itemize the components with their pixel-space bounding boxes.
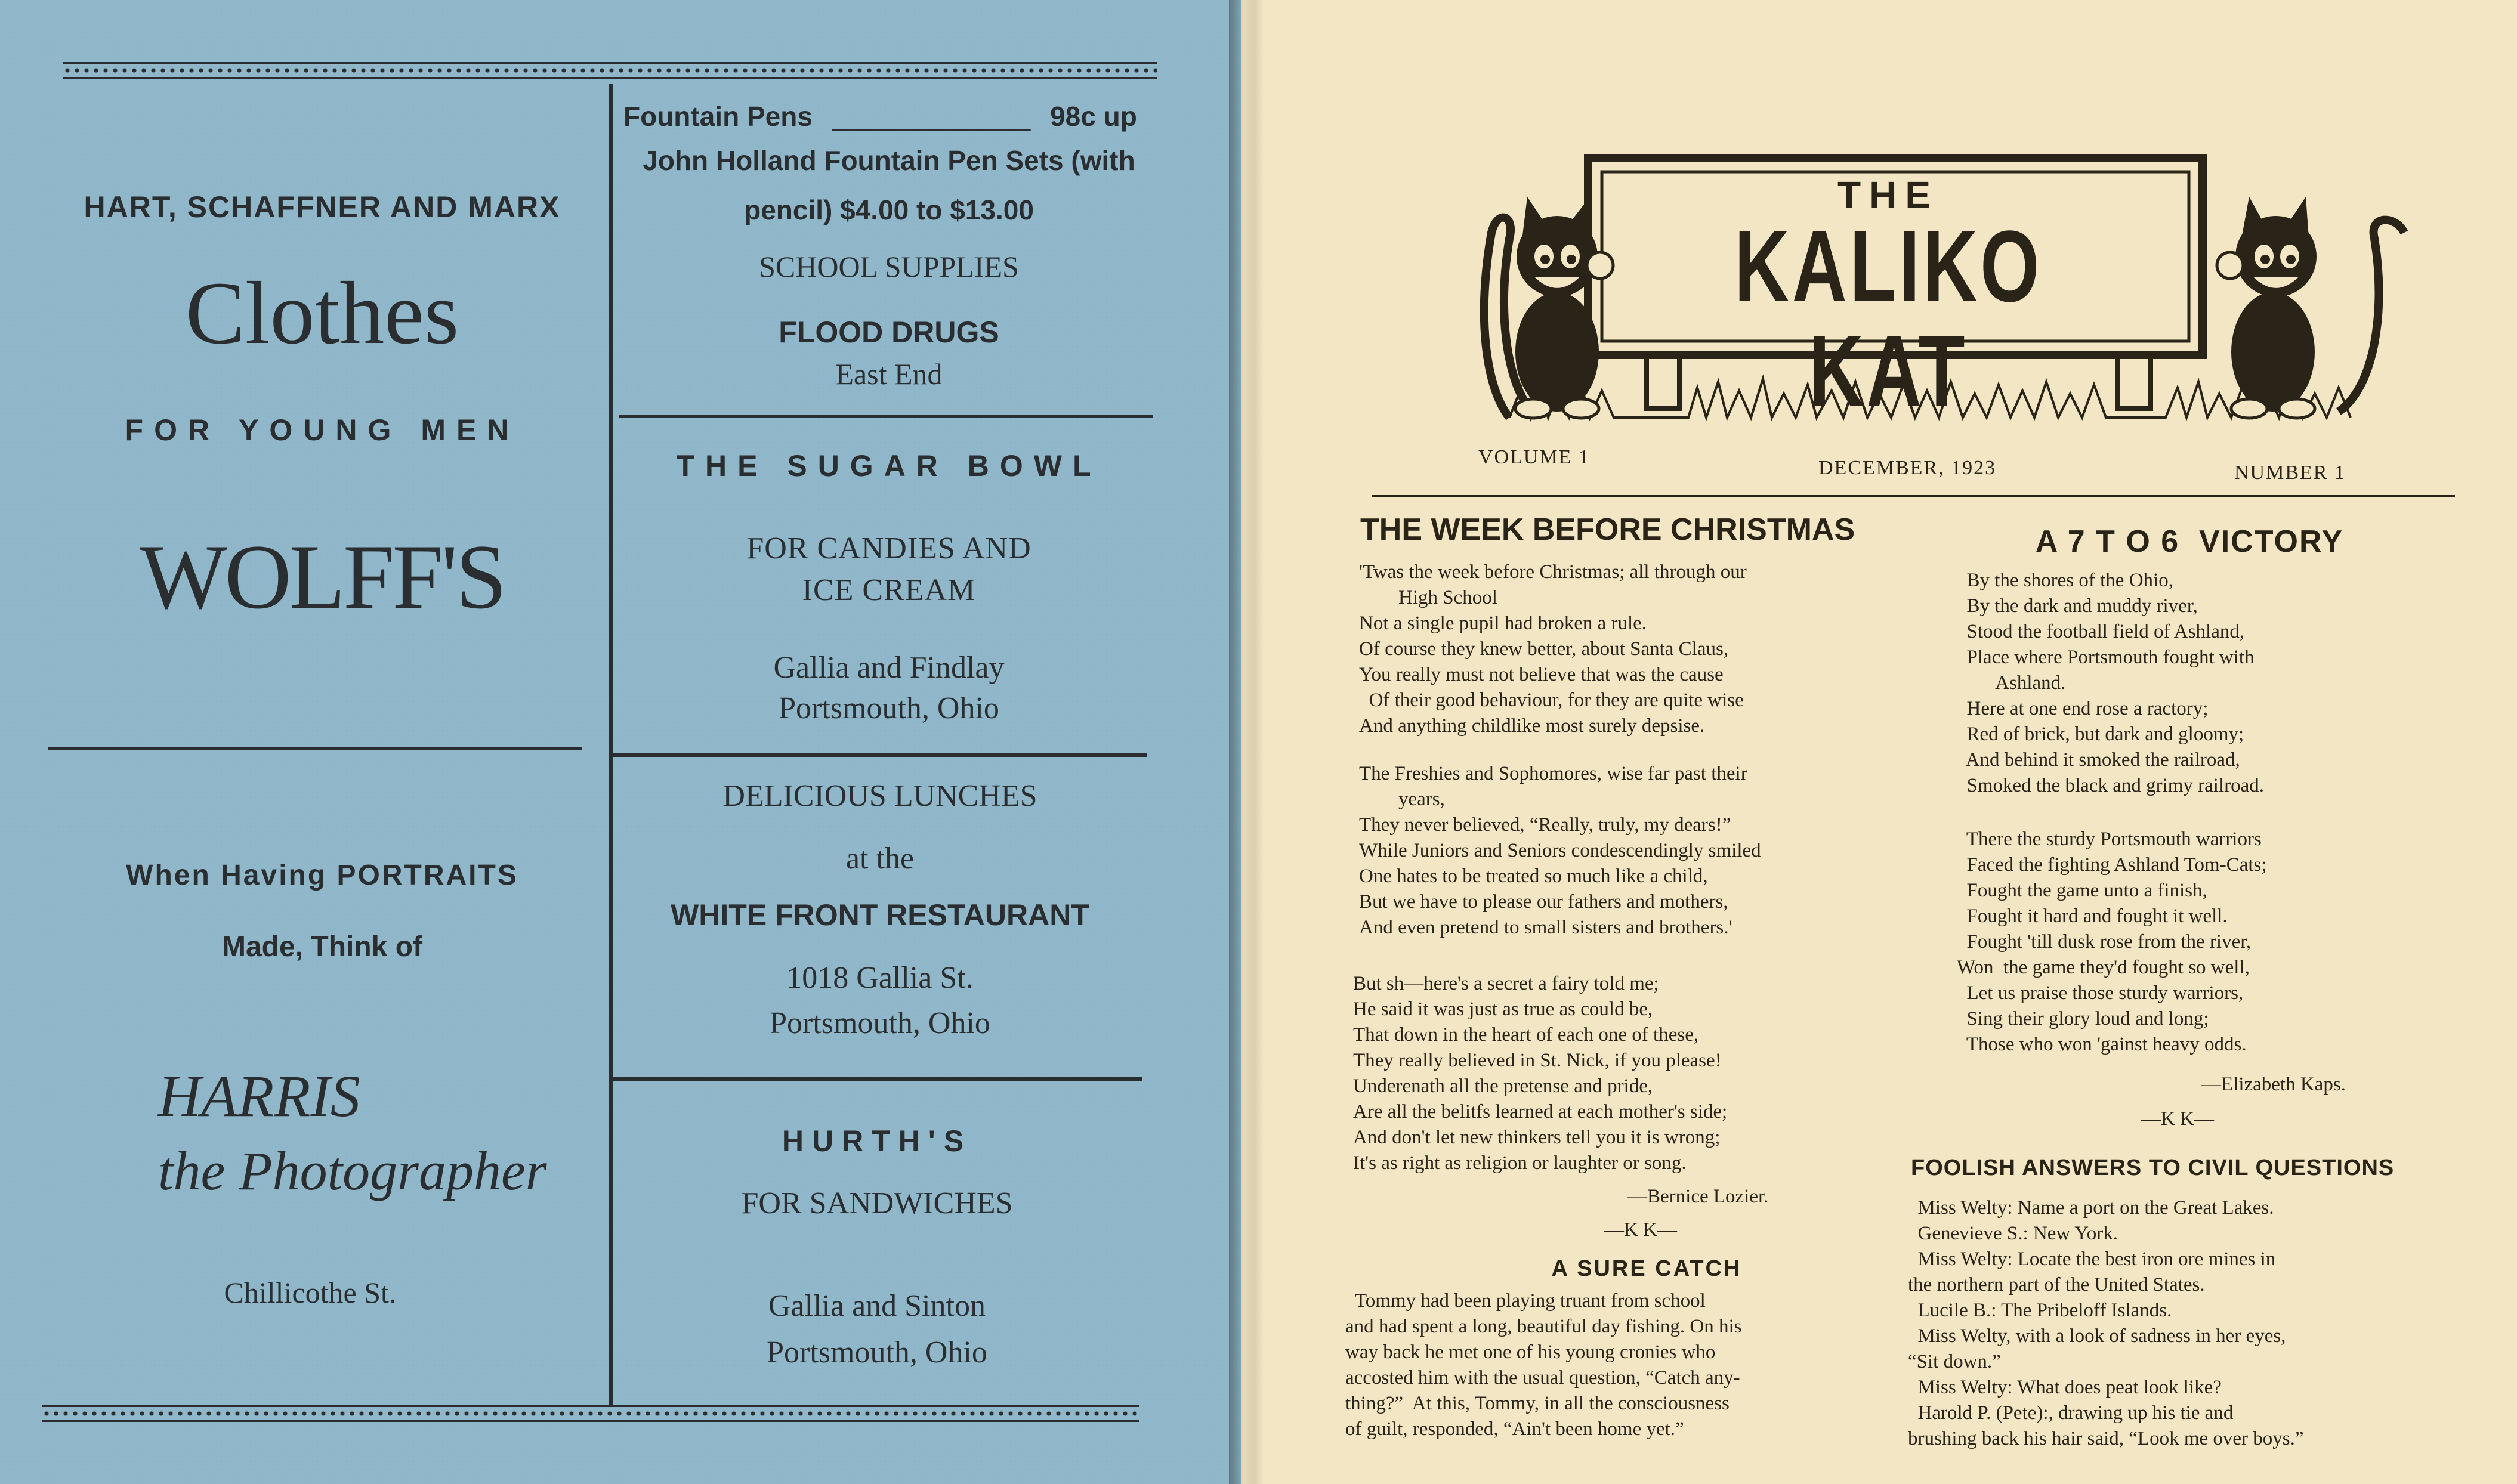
- clothes-heading: Clothes: [185, 264, 459, 363]
- right-divider-2: [613, 753, 1147, 757]
- flood-drugs-name: FLOOD DRUGS: [779, 316, 999, 349]
- masthead-the: THE: [1837, 174, 1939, 217]
- victory-title: A 7 T O 6 VICTORY: [2035, 524, 2344, 559]
- at-the-line: at the: [845, 842, 915, 876]
- sure-catch-body: Tommy had been playing truant from school and had spent a long, beautiful day fishing. On his way back he met one of his young cronies who accosted him with the usual question, “Catch any- thing?” At this, Tommy, in all the consciousness of guilt, responded, “Ain't been home yet.”: [1345, 1290, 1742, 1440]
- foolish-answers-title: FOOLISH ANSWERS TO CIVIL QUESTIONS: [1911, 1155, 2395, 1180]
- hurths-name: HURTH'S: [782, 1124, 972, 1158]
- school-supplies: SCHOOL SUPPLIES: [759, 250, 1019, 283]
- week-before-christmas-title: THE WEEK BEFORE CHRISTMAS: [1360, 512, 1855, 547]
- book-gutter-shadow: [1229, 0, 1265, 1484]
- photographer-title: the Photographer: [158, 1140, 547, 1201]
- wolffs-heading: WOLFF'S: [140, 525, 505, 628]
- advertisement-page: [0, 0, 1241, 1484]
- volume-label: VOLUME 1: [1478, 446, 1590, 468]
- candies-line2: ICE CREAM: [802, 573, 976, 607]
- young-men-line: FOR YOUNG MEN: [125, 413, 520, 447]
- candies-line1: FOR CANDIES AND: [746, 531, 1031, 565]
- hurth-address1: Gallia and Sinton: [768, 1289, 986, 1323]
- white-front-name: WHITE FRONT RESTAURANT: [671, 898, 1089, 932]
- victory-stanza-1: By the shores of the Ohio, By the dark and muddy river, Stood the football field of Ashland, Place where Portsmouth fought with Ashland. Here at one end rose a ractory; Red of brick, but dark and gloomy; And behind it smoked the railroad, Smoked the black and grimy railroad.: [1965, 570, 2265, 796]
- hurth-address2: Portsmouth, Ohio: [767, 1335, 987, 1369]
- portraits-line: When Having PORTRAITS: [126, 860, 518, 891]
- left-divider: [48, 747, 582, 750]
- right-divider-1: [619, 415, 1153, 418]
- harris-name: HARRIS: [158, 1063, 360, 1129]
- bottom-ornamental-border: [42, 1405, 1139, 1422]
- sandwiches-line: FOR SANDWICHES: [741, 1186, 1013, 1220]
- lunches-line: DELICIOUS LUNCHES: [722, 779, 1037, 813]
- christmas-stanza-3: But sh—here's a secret a fairy told me; He said it was just as true as could be, That down in the heart of each one of these, They really believed in St. Nick, if you please! Underenath all the pretense and pride, Are all the belitfs learned at each mother's side; And don't let new thinkers tell you it is wrong; It's as right as religion or laughter or song.: [1353, 973, 1728, 1174]
- number-label: NUMBER 1: [2234, 462, 2346, 484]
- kk-separator-2: —K K—: [2141, 1108, 2214, 1130]
- foolish-answers-body: Miss Welty: Name a port on the Great Lakes. Genevieve S.: New York. Miss Welty: Locate the best iron ore mines in the northern part of the United States. Lucile B.: The Pribeloff Islands. Miss Welty, with a look of sadness in her eyes, “Sit down.” Miss Welty: What does peat look like? Harold P. (Pete):, drawing up his tie and brushing back his hair said, “Look me over boys.”: [1908, 1197, 2304, 1449]
- newsletter-page: [1241, 0, 2517, 1484]
- made-think-line: Made, Think of: [222, 931, 422, 963]
- top-ornamental-border: [63, 62, 1157, 79]
- flood-location: East End: [835, 357, 943, 391]
- fountain-pens-label: Fountain Pens: [623, 101, 813, 132]
- hsm-brand: HART, SCHAFFNER AND MARX: [84, 190, 561, 224]
- sugar-bowl-name: THE SUGAR BOWL: [676, 449, 1102, 483]
- date-label: DECEMBER, 1923: [1818, 457, 1997, 479]
- white-address1: 1018 Gallia St.: [786, 961, 974, 995]
- harris-address: Chillicothe St.: [224, 1276, 397, 1309]
- christmas-stanza-2: The Freshies and Sophomores, wise far past their years, They never believed, “Really, truly, my dears!” While Juniors and Seniors condescendingly smiled One hates to be treated so much like a child, But we have to please our fathers and mothers, And even pretend to small sisters and brothers.': [1359, 763, 1761, 938]
- masthead-rule: [1372, 495, 2455, 497]
- christmas-author: —Bernice Lozier.: [1627, 1186, 1769, 1207]
- victory-stanza-2: There the sturdy Portsmouth warriors Faced the fighting Ashland Tom-Cats; Fought the game unto a finish, Fought it hard and fought it well. Fought 'till dusk rose from the river, Won the game they'd fought so well, Let us praise those sturdy warriors, Sing their glory loud and long; Those who won 'gainst heavy odds.: [1957, 828, 2267, 1055]
- right-divider-3: [609, 1077, 1142, 1081]
- masthead-title: KALIKO KAT: [1734, 210, 2042, 428]
- pen-sets-line2: pencil) $4.00 to $13.00: [744, 194, 1034, 225]
- white-address2: Portsmouth, Ohio: [770, 1006, 990, 1040]
- sugar-address1: Gallia and Findlay: [773, 651, 1005, 685]
- fountain-pens-price: 98c up: [1050, 101, 1137, 132]
- fountain-pens-line: [623, 100, 1160, 132]
- sugar-address2: Portsmouth, Ohio: [779, 691, 999, 725]
- sure-catch-title: A SURE CATCH: [1551, 1256, 1742, 1281]
- victory-author: —Elizabeth Kaps.: [2201, 1074, 2346, 1095]
- christmas-stanza-1: 'Twas the week before Christmas; all through our High School Not a single pupil had broken a rule. Of course they knew better, about Santa Claus, You really must not believe that was the cause Of their good behaviour, for they are quite wise And anything childlike most surely depsise.: [1359, 561, 1747, 737]
- fountain-pens-dots: _____________: [832, 101, 1031, 132]
- pen-sets-line1: John Holland Fountain Pen Sets (with: [643, 145, 1135, 176]
- kk-separator-1: —K K—: [1604, 1219, 1677, 1241]
